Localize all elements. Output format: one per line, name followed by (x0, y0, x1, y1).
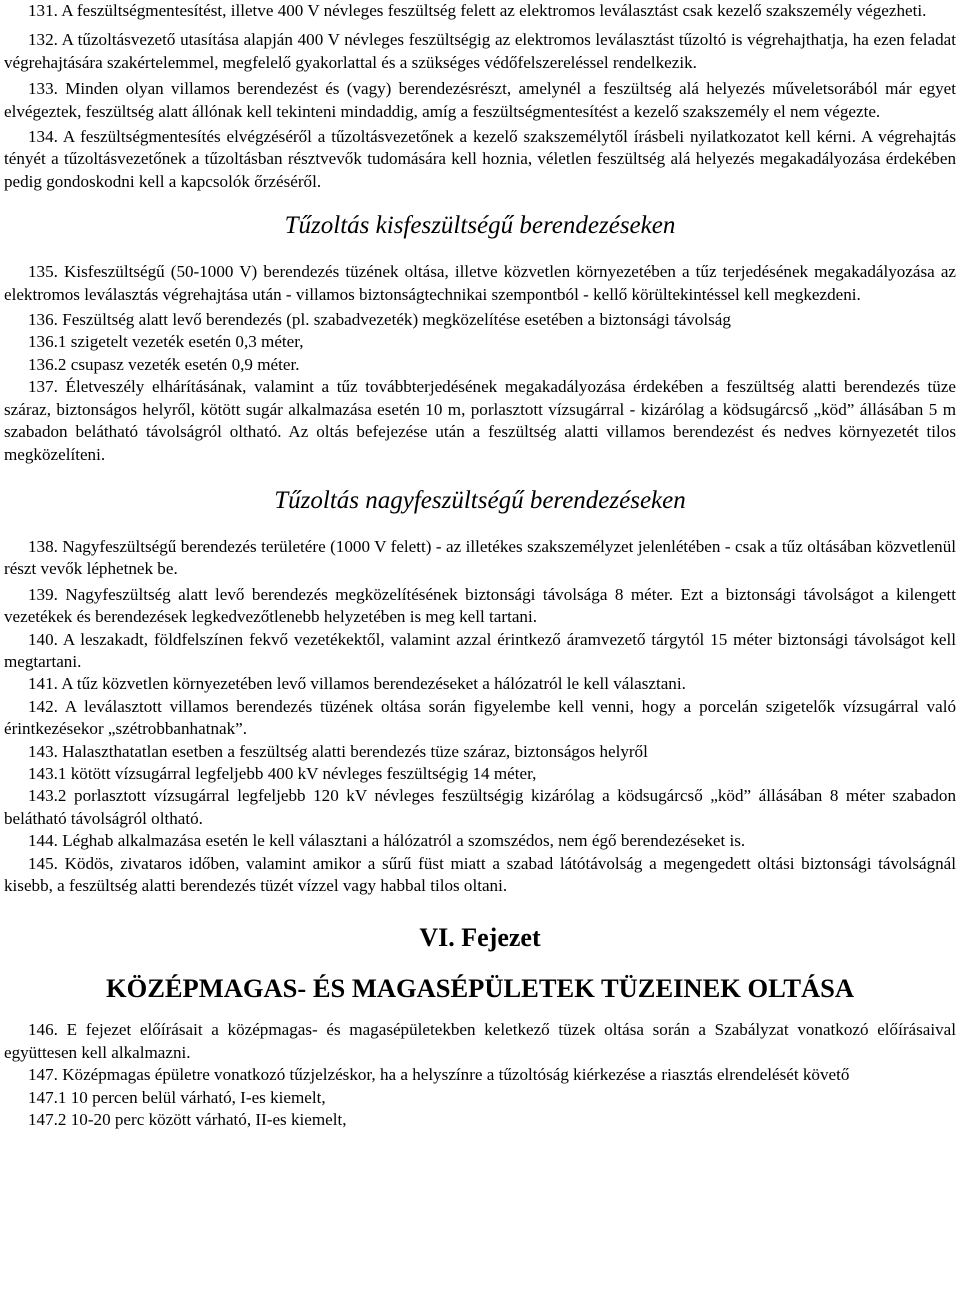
paragraph-134: 134. A feszültségmentesítés elvégzéséről a tűzoltásvezetőnek a kezelő szakszemélytől írásbeli nyilatkozatot kell kérni. A végrehajtás tényét a tűzoltásvezetőnek a tűzoltásban résztvevők tudomására kell hoznia, véletlen feszültség alá helyezés megakadályozása érdekében pedig gondoskodni kell a kapcsolók őrzéséről. (4, 127, 956, 191)
paragraph-137: 137. Életveszély elhárításának, valamint a tűz továbbterjedésének megakadályozása érdekében a feszültség alatti berendezés tüze száraz, biztonságos helyről, kötött sugár alkalmazása esetén 10 m, porlasztott vízsugárral - kizárólag a ködsugárcső „köd” állásában 5 m szabadon belátható távolságról oltható. Az oltás befejezése után a feszültség alatti villamos berendezést és nedves környezetét tilos megközelíteni. (4, 377, 956, 464)
paragraph-146: 146. E fejezet előírásait a középmagas- és magasépületekben keletkező tüzek oltása során a Szabályzat vonatkozó előírásaival együttesen kell alkalmazni. (4, 1020, 956, 1062)
paragraph-143-2: 143.2 porlasztott vízsugárral legfeljebb 120 kV névleges feszültségig kizárólag a ködsugárcső „köd” állásában 8 méter szabadon belátható távolságról oltható. (4, 786, 956, 828)
paragraph-147: 147. Középmagas épületre vonatkozó tűzjelzéskor, ha a helyszínre a tűzoltóság kiérkezése a riasztás elrendelését követő (28, 1065, 850, 1085)
paragraph-147-1: 147.1 10 percen belül várható, I-es kiemelt, (28, 1087, 326, 1107)
paragraph-145: 145. Ködös, zivataros időben, valamint amikor a sűrű füst miatt a szabad látótávolság a megengedett oltási biztonsági távolságnál kisebb, a feszültség alatti berendezés tüzét vízzel vagy habbal tilos oltani. (4, 853, 956, 895)
paragraph-136: 136. Feszültség alatt levő berendezés (pl. szabadvezeték) megközelítése esetében a biztonsági távolság (28, 310, 731, 330)
section-heading-high-voltage: Tűzoltás nagyfeszültségű berendezéseken (274, 486, 686, 514)
section-heading-low-voltage: Tűzoltás kisfeszültségű berendezéseken (284, 212, 676, 240)
chapter-title: KÖZÉPMAGAS- ÉS MAGASÉPÜLETEK TÜZEINEK OLTÁSA (105, 973, 855, 1004)
paragraph-147-2: 147.2 10-20 perc között várható, II-es kiemelt, (28, 1110, 347, 1130)
paragraph-140: 140. A leszakadt, földfelszínen fekvő vezetékektől, valamint azzal érintkező áramvezető tárgytól 15 méter biztonsági távolságot kell megtartani. (4, 629, 956, 671)
paragraph-138: 138. Nagyfeszültségű berendezés területére (1000 V felett) - az illetékes szakszemélyzet jelenlétében - csak a tűz oltásában közvetlenül részt vevők léphetnek be. (4, 536, 956, 579)
paragraph-143: 143. Halaszthatatlan esetben a feszültség alatti berendezés tüze száraz, biztonságos helyről (28, 741, 648, 761)
paragraph-142: 142. A leválasztott villamos berendezés tüzének oltása során figyelembe kell venni, hogy a porcelán szigetelők vízsugárral való érintkezésekor „szétrobbanhatnak”. (4, 696, 956, 739)
paragraph-133: 133. Minden olyan villamos berendezést és (vagy) berendezésrészt, amelynél a feszültség alá helyezés műveletsorából már egyet elvégeztek, feszültség alatt állónak kell tekinteni mindaddig, amíg a feszültségmentesítést a kezelő szakszemély el nem végezte. (4, 79, 956, 121)
paragraph-136-2: 136.2 csupasz vezeték esetén 0,9 méter. (28, 354, 300, 374)
paragraph-136-1: 136.1 szigetelt vezeték esetén 0,3 méter, (28, 332, 304, 352)
paragraph-141: 141. A tűz közvetlen környezetében levő villamos berendezéseket a hálózatról le kell választani. (28, 674, 686, 694)
paragraph-135: 135. Kisfeszültségű (50-1000 V) berendezés tüzének oltása, illetve közvetlen környezetében a tűz terjedésének megakadályozása az elektromos leválasztás végrehajtása után - villamos biztonságtechnikai szempontból - kellő körültekintéssel kell megkezdeni. (4, 262, 956, 304)
paragraph-144: 144. Léghab alkalmazása esetén le kell választani a hálózatról a szomszédos, nem égő berendezéseket is. (28, 831, 746, 851)
paragraph-143-1: 143.1 kötött vízsugárral legfeljebb 400 kV névleges feszültségig 14 méter, (28, 763, 537, 783)
paragraph-132: 132. A tűzoltásvezető utasítása alapján 400 V névleges feszültségig az elektromos leválasztást tűzoltó is végrehajthatja, ha ezen feladat végrehajtására szakértelemmel, megfelelő gyakorlattal és a szükséges védőfelszereléssel rendelkezik. (4, 30, 956, 72)
chapter-number: VI. Fejezet (419, 923, 541, 953)
paragraph-131: 131. A feszültségmentesítést, illetve 400 V névleges feszültség felett az elektromos leválasztást csak kezelő szakszemély végezheti. (28, 1, 927, 20)
paragraph-139: 139. Nagyfeszültség alatt levő berendezés megközelítésének biztonsági távolsága 8 méter. Ezt a biztonsági távolságot a kilengett vezetékek és berendezések legkedvezőtlenebb helyzetében is meg kell tartani. (4, 584, 956, 627)
